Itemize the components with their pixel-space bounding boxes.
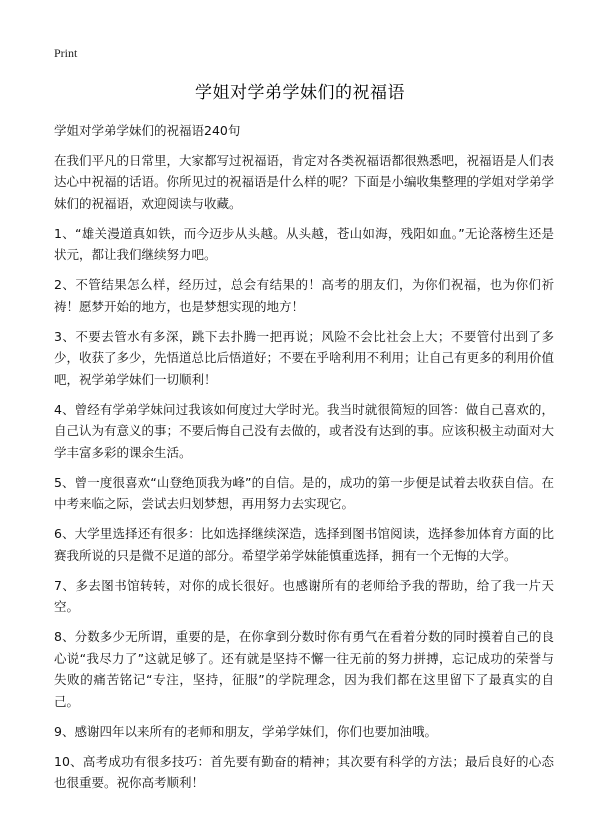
blessing-item-10: 10、高考成功有很多技巧：首先要有勤奋的精神；其次要有科学的方法；最后良好的心态也很重要。祝你高考顺利！: [54, 753, 554, 790]
blessing-item-9: 9、感谢四年以来所有的老师和朋友，学弟学妹们，你们也要加油哦。: [54, 723, 437, 739]
article-subtitle: 学姐对学弟学妹们的祝福语240句: [54, 123, 241, 138]
blessing-item-1: 1、“雄关漫道真如铁，而今迈步从头越。从头越，苍山如海，残阳如血。”无论落榜生还是状元，都让我们继续努力吧。: [54, 225, 555, 262]
blessing-item-8: 8、分数多少无所谓，重要的是，在你拿到分数时你有勇气在看着分数的同时摸着自己的良心说“我尽力了”这就足够了。还有就是坚持不懈一往无前的努力拼搏，忘记成功的荣誉与失败的痛苦铭记“专注，坚持，征服”的学院理念，因为我们都在这里留下了最真实的自己。: [54, 629, 554, 709]
blessing-item-2: 2、不管结果怎么样，经历过，总会有结果的！高考的朋友们，为你们祝福，也为你们祈祷！愿梦开始的地方，也是梦想实现的地方！: [54, 277, 554, 314]
print-link[interactable]: Print: [54, 46, 78, 60]
blessing-item-4: 4、曾经有学弟学妹问过我该如何度过大学时光。我当时就很简短的回答：做自己喜欢的，自己认为有意义的事；不要后悔自己没有去做的，或者没有达到的事。应该积极主动面对大学丰富多彩的课余生活。: [54, 401, 555, 460]
blessing-item-6: 6、大学里选择还有很多：比如选择继续深造，选择到图书馆阅读，选择参加体育方面的比赛我所说的只是微不足道的部分。希望学弟学妹能慎重选择，拥有一个无悔的大学。: [54, 526, 554, 563]
page-title: 学姐对学弟学妹们的祝福语: [195, 83, 405, 103]
blessing-item-3: 3、不要去管水有多深，跳下去扑腾一把再说；风险不会比社会上大；不要管付出到了多少，收获了多少，先悟道总比后悟道好；不要在乎啥利用不利用；让自己有更多的利用价值吧，祝学弟学妹们一切顺利！: [54, 328, 555, 387]
blessing-item-7: 7、多去图书馆转转，对你的成长很好。也感谢所有的老师给予我的帮助，给了我一片天空。: [54, 577, 554, 614]
blessing-item-5: 5、曾一度很喜欢“山登绝顶我为峰”的自信。是的，成功的第一步便是试着去收获自信。在中考来临之际，尝试去归划梦想，再用努力去实现它。: [54, 474, 554, 511]
article-body: [54, 120, 554, 802]
intro-paragraph: 在我们平凡的日常里，大家都写过祝福语，肯定对各类祝福语都很熟悉吧，祝福语是人们表达心中祝福的话语。你所见过的祝福语是什么样的呢？下面是小编收集整理的学姐对学弟学妹们的祝福语，欢迎阅读与收藏。: [54, 152, 555, 211]
